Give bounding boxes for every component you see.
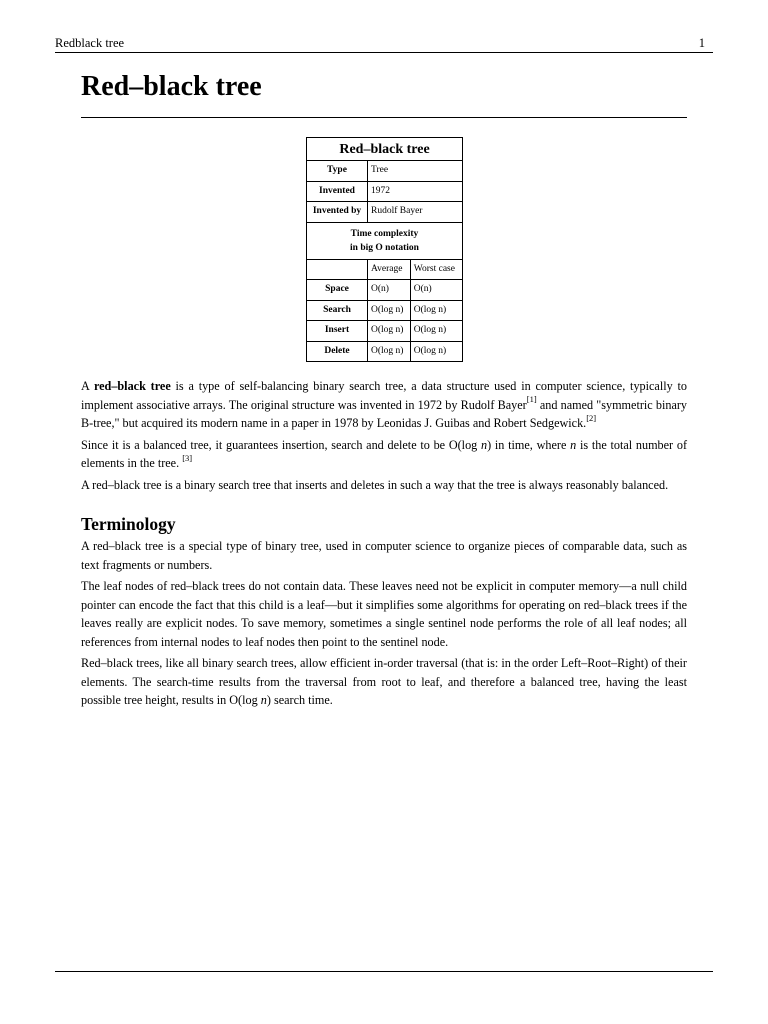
complexity-op: Insert <box>307 321 368 342</box>
infobox-invented-by-label: Invented by <box>307 202 368 223</box>
infobox-invented-label: Invented <box>307 181 368 202</box>
page-number: 1 <box>698 36 705 50</box>
infobox <box>306 137 463 362</box>
title-divider <box>81 117 687 118</box>
footer-divider <box>55 971 713 972</box>
complexity-worst: O(log n) <box>410 300 462 321</box>
complexity-average: O(log n) <box>368 341 411 362</box>
running-header-title: Redblack tree <box>55 36 125 50</box>
complexity-average: O(log n) <box>368 321 411 342</box>
infobox-col-average: Average <box>368 259 411 280</box>
infobox-empty-corner <box>307 259 368 280</box>
table-row <box>307 321 463 342</box>
infobox-invented-by-value: Rudolf Bayer <box>368 202 463 223</box>
infobox-type-label: Type <box>307 161 368 182</box>
infobox-col-worst: Worst case <box>410 259 462 280</box>
citation-1[interactable]: [1] <box>526 394 537 405</box>
article-body <box>81 377 687 713</box>
intro-paragraph-1: A red–black tree is a type of self-balancing binary search tree, a data structure used in computer science, typically to implement associative arrays. The original structure was invented in 1972 by Rudolf Bayer[1] and named "symmetric binary B-tree," but acquired its modern name in a paper in 1978 by Leonidas J. Guibas and Robert Sedgewick.[2] <box>81 379 688 430</box>
article-title: Red–black tree <box>81 71 262 102</box>
table-row <box>307 300 463 321</box>
infobox-time-complexity-heading <box>307 222 463 259</box>
infobox-caption: Red–black tree <box>307 138 463 161</box>
table-row <box>307 280 463 301</box>
intro-paragraph-3: A red–black tree is a binary search tree that inserts and deletes in such a way that the tree is always reasonably balanced. <box>81 477 669 492</box>
infobox-type-value: Tree <box>368 161 463 182</box>
complexity-average: O(n) <box>368 280 411 301</box>
intro-paragraph-2: Since it is a balanced tree, it guarantees insertion, search and delete to be O(log n) in time, where n is the total number of elements in the tree. [3] <box>81 437 688 470</box>
terminology-paragraph-3: Red–black trees, like all binary search trees, allow efficient in-order traversal (that is: in the order Left–Root–Right) of their elements. The search-time results from the traversal from root to leaf, and therefore a balanced tree, having the least possible tree height, results in O(log n) search time. <box>81 656 687 707</box>
section-heading-terminology: Terminology <box>81 514 176 534</box>
complexity-op: Space <box>307 280 368 301</box>
complexity-average: O(log n) <box>368 300 411 321</box>
time-complexity-line-2: in big O notation <box>350 242 419 253</box>
term-bold: red–black tree <box>93 379 171 393</box>
citation-2[interactable]: [2] <box>586 412 597 423</box>
complexity-op: Search <box>307 300 368 321</box>
complexity-worst: O(log n) <box>410 321 462 342</box>
table-row <box>307 341 463 362</box>
complexity-op: Delete <box>307 341 368 362</box>
citation-3[interactable]: [3] <box>182 452 193 463</box>
time-complexity-line-1: Time complexity <box>350 228 419 239</box>
infobox-invented-value: 1972 <box>368 181 463 202</box>
terminology-paragraph-1: A red–black tree is a special type of binary tree, used in computer science to organize pieces of comparable data, such as text fragments or numbers. <box>81 539 687 572</box>
complexity-worst: O(n) <box>410 280 462 301</box>
terminology-paragraph-2: The leaf nodes of red–black trees do not contain data. These leaves need not be explicit in computer memory—a null child pointer can encode the fact that this child is a leaf—but it simplifies some algorithms for operating on red–black trees if the leaves really are explicit nodes. To save memory, sometimes a single sentinel node performs the role of all leaf nodes; all references from internal nodes to leaf nodes then point to the sentinel node. <box>81 579 687 649</box>
complexity-worst: O(log n) <box>410 341 462 362</box>
running-header <box>55 36 713 53</box>
